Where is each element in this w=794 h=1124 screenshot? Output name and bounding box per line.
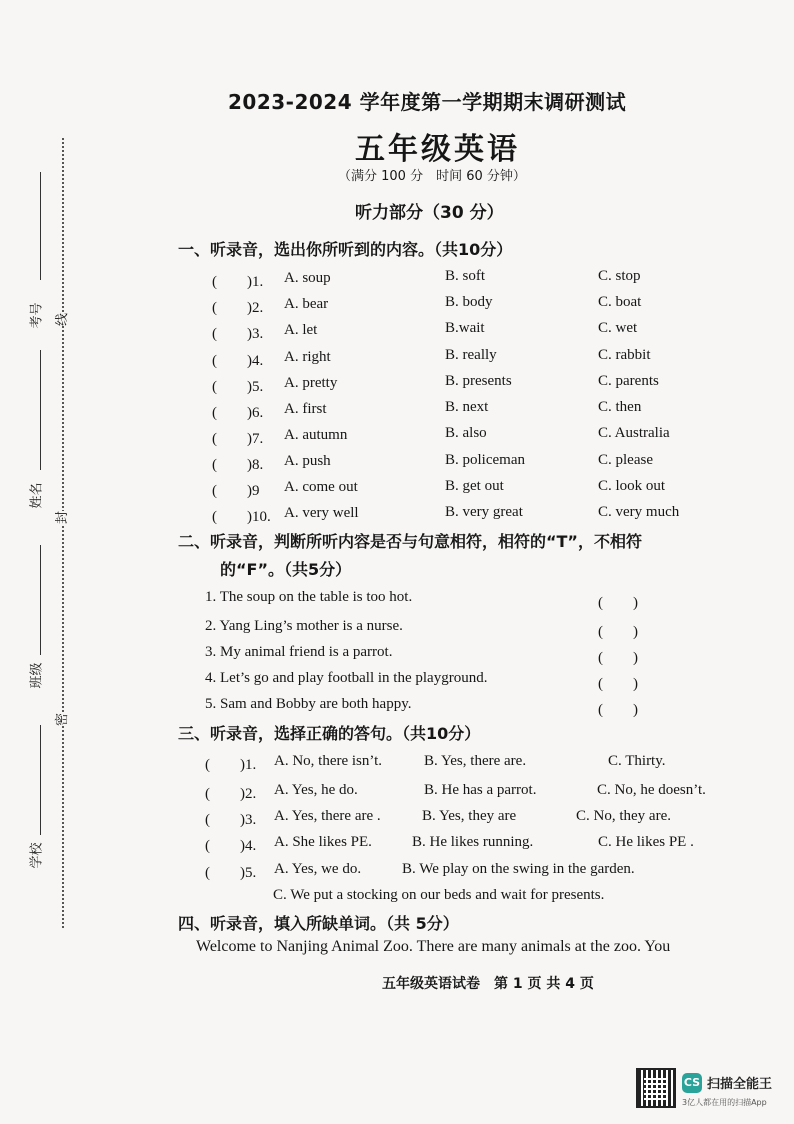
s1-option-a: A. very well (284, 505, 359, 521)
s3-option-b: B. He has a parrot. (424, 782, 537, 798)
s1-option-a: A. come out (284, 479, 358, 495)
page-footer: 五年级英语试卷 第 1 页 共 4 页 (382, 976, 594, 992)
s3-item-num: ( )1. (205, 757, 257, 773)
s3-item-num: ( )2. (205, 786, 257, 802)
s1-option-c: C. please (598, 452, 653, 468)
s1-option-b: B. also (445, 425, 487, 441)
school-label: 学校 (29, 842, 45, 869)
camscanner-name: 扫描全能王 (707, 1077, 773, 1092)
s1-option-a: A. right (284, 349, 331, 365)
s1-item-num: ( )7. (212, 431, 264, 447)
s3-option-c: C. No, he doesn’t. (597, 782, 706, 798)
section2-title-cont: 的“F”。（共5分） (220, 560, 352, 579)
s1-item-num: ( )9 (212, 483, 260, 499)
seal-word-seal: 封 (51, 511, 70, 524)
s1-option-c: C. parents (598, 373, 659, 389)
s1-option-b: B. policeman (445, 452, 525, 468)
s3-option-b: B. Yes, they are (422, 808, 517, 824)
section4-title: 四、听录音，填入所缺单词。（共 5分） (178, 914, 459, 933)
class-label: 班级 (29, 662, 45, 689)
s2-answer-bracket: ( ) (598, 650, 638, 666)
s3-option-c: C. No, they are. (576, 808, 671, 824)
school-blank (40, 725, 41, 835)
s2-item: 5. Sam and Bobby are both happy. (205, 696, 412, 712)
s1-item-num: ( )6. (212, 405, 264, 421)
seal-word-closed: 密 (51, 713, 70, 726)
s1-option-b: B. very great (445, 504, 523, 520)
s3-option-c: C. We put a stocking on our beds and wait for presents. (273, 887, 605, 903)
seal-word-line: 线 (51, 313, 70, 326)
part-title: 听力部分（30 分） (355, 203, 504, 223)
s3-option-b: B. We play on the swing in the garden. (402, 861, 635, 877)
s3-option-a: A. She likes PE. (274, 834, 372, 850)
s1-option-c: C. boat (598, 294, 642, 310)
s3-option-c: C. He likes PE . (598, 834, 694, 850)
s2-answer-bracket: ( ) (598, 702, 638, 718)
s1-option-a: A. autumn (284, 427, 348, 443)
s2-item: 3. My animal friend is a parrot. (205, 644, 393, 660)
s2-item: 2. Yang Ling’s mother is a nurse. (205, 618, 403, 634)
s1-option-a: A. pretty (284, 375, 338, 391)
s1-option-b: B. really (445, 347, 497, 363)
name-blank (40, 350, 41, 470)
s1-option-c: C. wet (598, 320, 638, 336)
class-blank (40, 545, 41, 655)
section3-title: 三、听录音，选择正确的答句。（共10分） (178, 724, 481, 743)
s1-option-c: C. look out (598, 478, 666, 494)
s3-option-a: A. No, there isn’t. (274, 753, 383, 769)
exam-subject: 五年级英语 (355, 132, 520, 167)
s3-option-c: C. Thirty. (608, 753, 666, 769)
s1-option-c: C. Australia (598, 425, 670, 441)
s1-item-num: ( )4. (212, 353, 264, 369)
camscanner-tagline: 3亿人都在用的扫描App (682, 1098, 767, 1107)
exam-title: 2023-2024 学年度第一学期期末调研测试 (228, 90, 627, 114)
s3-option-a: A. Yes, we do. (274, 861, 362, 877)
s3-option-a: A. Yes, he do. (274, 782, 358, 798)
s1-option-b: B. get out (445, 478, 504, 494)
s1-option-c: C. rabbit (598, 347, 651, 363)
s1-option-a: A. push (284, 453, 331, 469)
s1-item-num: ( )2. (212, 300, 264, 316)
s1-option-c: C. then (598, 399, 642, 415)
s2-item: 1. The soup on the table is too hot. (205, 589, 413, 605)
exam-number-label: 考号 (29, 302, 45, 329)
s1-option-b: B. soft (445, 268, 486, 284)
s1-item-num: ( )1. (212, 274, 264, 290)
s3-option-a: A. Yes, there are . (274, 808, 381, 824)
s1-option-c: C. stop (598, 268, 641, 284)
s2-item: 4. Let’s go and play football in the playground. (205, 670, 488, 686)
s1-option-b: B. next (445, 399, 489, 415)
s2-answer-bracket: ( ) (598, 624, 638, 640)
s1-option-b: B. body (445, 294, 493, 310)
s3-item-num: ( )5. (205, 865, 257, 881)
qr-code-icon (636, 1068, 676, 1108)
s1-option-a: A. let (284, 322, 318, 338)
section1-title: 一、听录音，选出你所听到的内容。（共10分） (178, 240, 513, 259)
s2-answer-bracket: ( ) (598, 595, 638, 611)
s1-item-num: ( )10. (212, 509, 271, 525)
s3-item-num: ( )4. (205, 838, 257, 854)
s1-option-a: A. first (284, 401, 327, 417)
s1-item-num: ( )3. (212, 326, 264, 342)
section2-title: 二、听录音，判断所听内容是否与句意相符，相符的“T”，不相符 (178, 532, 642, 551)
s2-answer-bracket: ( ) (598, 676, 638, 692)
s1-option-b: B. presents (445, 373, 512, 389)
s3-option-b: B. Yes, there are. (424, 753, 527, 769)
exam-info: （满分 100 分 时间 60 分钟） (338, 169, 526, 184)
exam-number-blank (40, 172, 41, 280)
s1-option-b: B.wait (445, 320, 485, 336)
s1-item-num: ( )5. (212, 379, 264, 395)
s1-item-num: ( )8. (212, 457, 264, 473)
camscanner-logo: CS (682, 1073, 702, 1093)
s1-option-a: A. soup (284, 270, 331, 286)
binding-dotted-line (62, 138, 64, 928)
s3-item-num: ( )3. (205, 812, 257, 828)
s3-option-b: B. He likes running. (412, 834, 534, 850)
s1-option-a: A. bear (284, 296, 329, 312)
name-label: 姓名 (29, 482, 45, 509)
s1-option-c: C. very much (598, 504, 680, 520)
section4-passage: Welcome to Nanjing Animal Zoo. There are many animals at the zoo. You (196, 938, 671, 955)
